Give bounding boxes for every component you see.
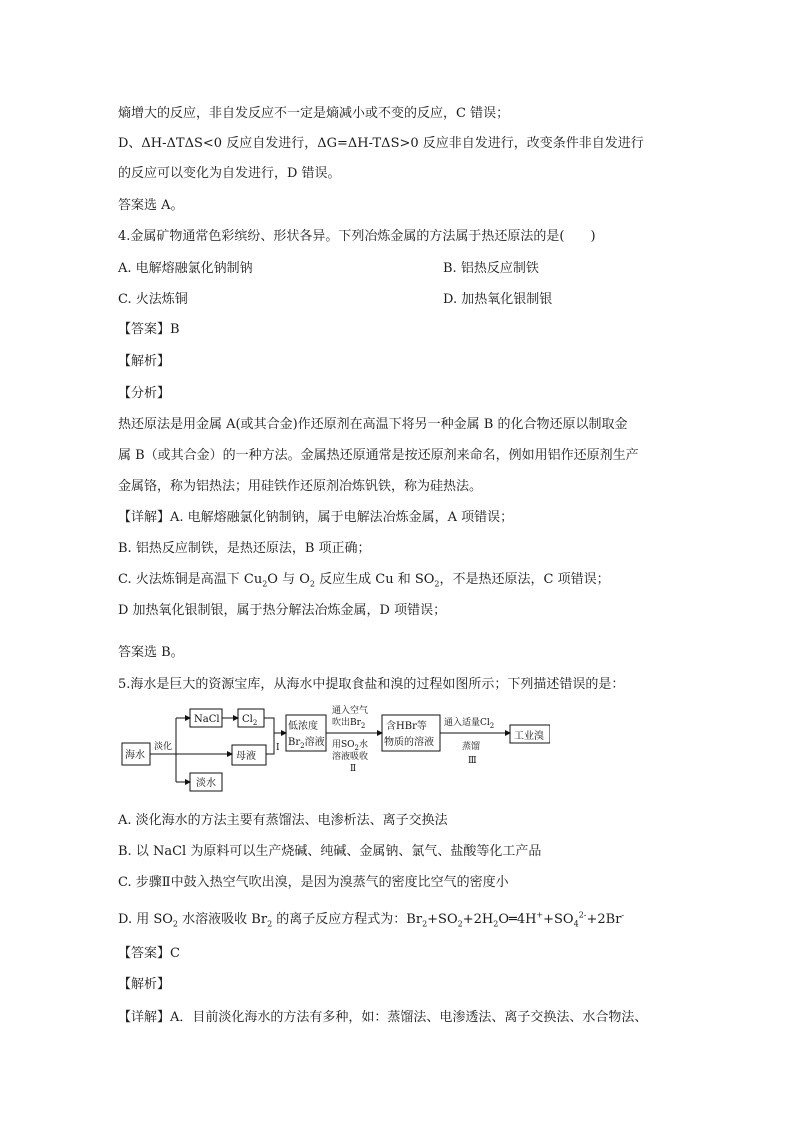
q4-detail-3: C. 火法炼铜是高温下 $Cu_2O$ 与 $O_2$ 反应生成 Cu 和 $SO_2$，不是热还原法，C 项错误； xyxy=(118,572,610,589)
label-absorb-2: 溶液吸收 xyxy=(332,752,369,762)
q4-para-1: 热还原法是用金属 A(或其合金)作还原剂在高温下将另一种金属 B 的化合物还原以制取金 xyxy=(118,417,628,432)
q4-answer-final: 答案选 B。 xyxy=(118,645,184,660)
label-cl-in: 通入适量$Cl_2$ xyxy=(444,718,495,730)
label-step1: Ⅰ xyxy=(276,743,280,753)
label-blow-1: 通入空气 xyxy=(332,706,369,716)
q5-detail-1: 【详解】A．目前淡化海水的方法有多种，如：蒸馏法、电渗透法、离子交换法、水合物法、 xyxy=(118,1010,648,1025)
seawater-process-diagram xyxy=(118,703,550,797)
label-blow-2: 吹出$Br_2$ xyxy=(332,718,366,730)
q5-answer: 【答案】C xyxy=(118,946,180,961)
label-distill: 蒸馏 xyxy=(462,742,481,752)
label-cl2: $Cl_2$ xyxy=(242,714,258,727)
q4-option-b: B. 铝热反应制铁 xyxy=(443,261,539,276)
question-4: 4.金属矿物通常色彩缤纷、形状各异。下列冶炼金属的方法属于热还原法的是( ) xyxy=(118,229,596,244)
answer-line: 答案选 A。 xyxy=(118,198,184,213)
label-absorb-1: 用$SO_2$水 xyxy=(332,740,369,752)
q4-fenxi-head: 【分析】 xyxy=(118,386,171,401)
label-lowbr-2: $Br_2$溶液 xyxy=(288,737,325,750)
q4-detail-1: 【详解】A. 电解熔融氯化钠制钠，属于电解法冶炼金属，A 项错误； xyxy=(118,510,514,525)
q4-option-a: A. 电解熔融氯化钠制钠 xyxy=(118,261,253,276)
line-2: D、ΔH-ΔTΔS<0 反应自发进行，ΔG=ΔH-TΔS>0 反应非自发进行，改变条件非自发进行 xyxy=(118,136,644,151)
label-fresh: 淡水 xyxy=(196,778,216,789)
q5-option-d: D. 用 $SO_2$ 水溶液吸收 $Br_2$ 的离子反应方程式为：$Br_2+SO_2+2H_2O═4H^++SO_4^{2-}+2Br^-$ xyxy=(118,910,625,929)
label-desalinate: 淡化 xyxy=(154,742,173,752)
q4-option-c: C. 火法炼铜 xyxy=(118,292,188,307)
label-seawater: 海水 xyxy=(125,750,145,761)
q5-option-a: A. 淡化海水的方法主要有蒸馏法、电渗析法、离子交换法 xyxy=(118,813,448,828)
q5-option-b: B. 以 NaCl 为原料可以生产烧碱、纯碱、金属钠、氯气、盐酸等化工产品 xyxy=(118,844,542,859)
label-nacl: NaCl xyxy=(194,714,220,725)
label-hbr-1: 含HBr等 xyxy=(386,721,427,732)
label-hbr-2: 物质的溶液 xyxy=(384,737,434,748)
q5-analysis-head: 【解析】 xyxy=(118,977,171,992)
question-5: 5.海水是巨大的资源宝库，从海水中提取食盐和溴的过程如图所示；下列描述错误的是： xyxy=(118,677,625,692)
label-lowbr-1: 低浓度 xyxy=(288,721,318,732)
q4-answer: 【答案】B xyxy=(118,322,180,337)
q4-analysis-head: 【解析】 xyxy=(118,354,171,369)
line-3: 的反应可以变化为自发进行，D 错误。 xyxy=(118,166,341,181)
label-step3: Ⅲ xyxy=(468,756,477,766)
q4-detail-4: D 加热氧化银制银，属于热分解法冶炼金属，D 项错误； xyxy=(118,603,447,618)
line-1: 熵增大的反应，非自发反应不一定是熵减小或不变的反应，C 错误； xyxy=(118,106,510,121)
label-mother: 母液 xyxy=(236,751,256,762)
q4-para-3: 金属铬，称为铝热法；用硅铁作还原剂冶炼钒铁，称为硅热法。 xyxy=(118,479,483,494)
q4-option-d: D. 加热氧化银制银 xyxy=(443,292,553,307)
label-step2: Ⅱ xyxy=(350,764,357,774)
label-product: 工业溴 xyxy=(514,731,544,742)
q4-para-2: 属 B（或其合金）的一种方法。金属热还原通常是按还原剂来命名，例如用铝作还原剂生产 xyxy=(118,448,639,463)
q4-detail-2: B. 铝热反应制铁，是热还原法，B 项正确； xyxy=(118,541,371,556)
q5-option-c: C. 步骤Ⅱ中鼓入热空气吹出溴，是因为溴蒸气的密度比空气的密度小 xyxy=(118,875,509,890)
